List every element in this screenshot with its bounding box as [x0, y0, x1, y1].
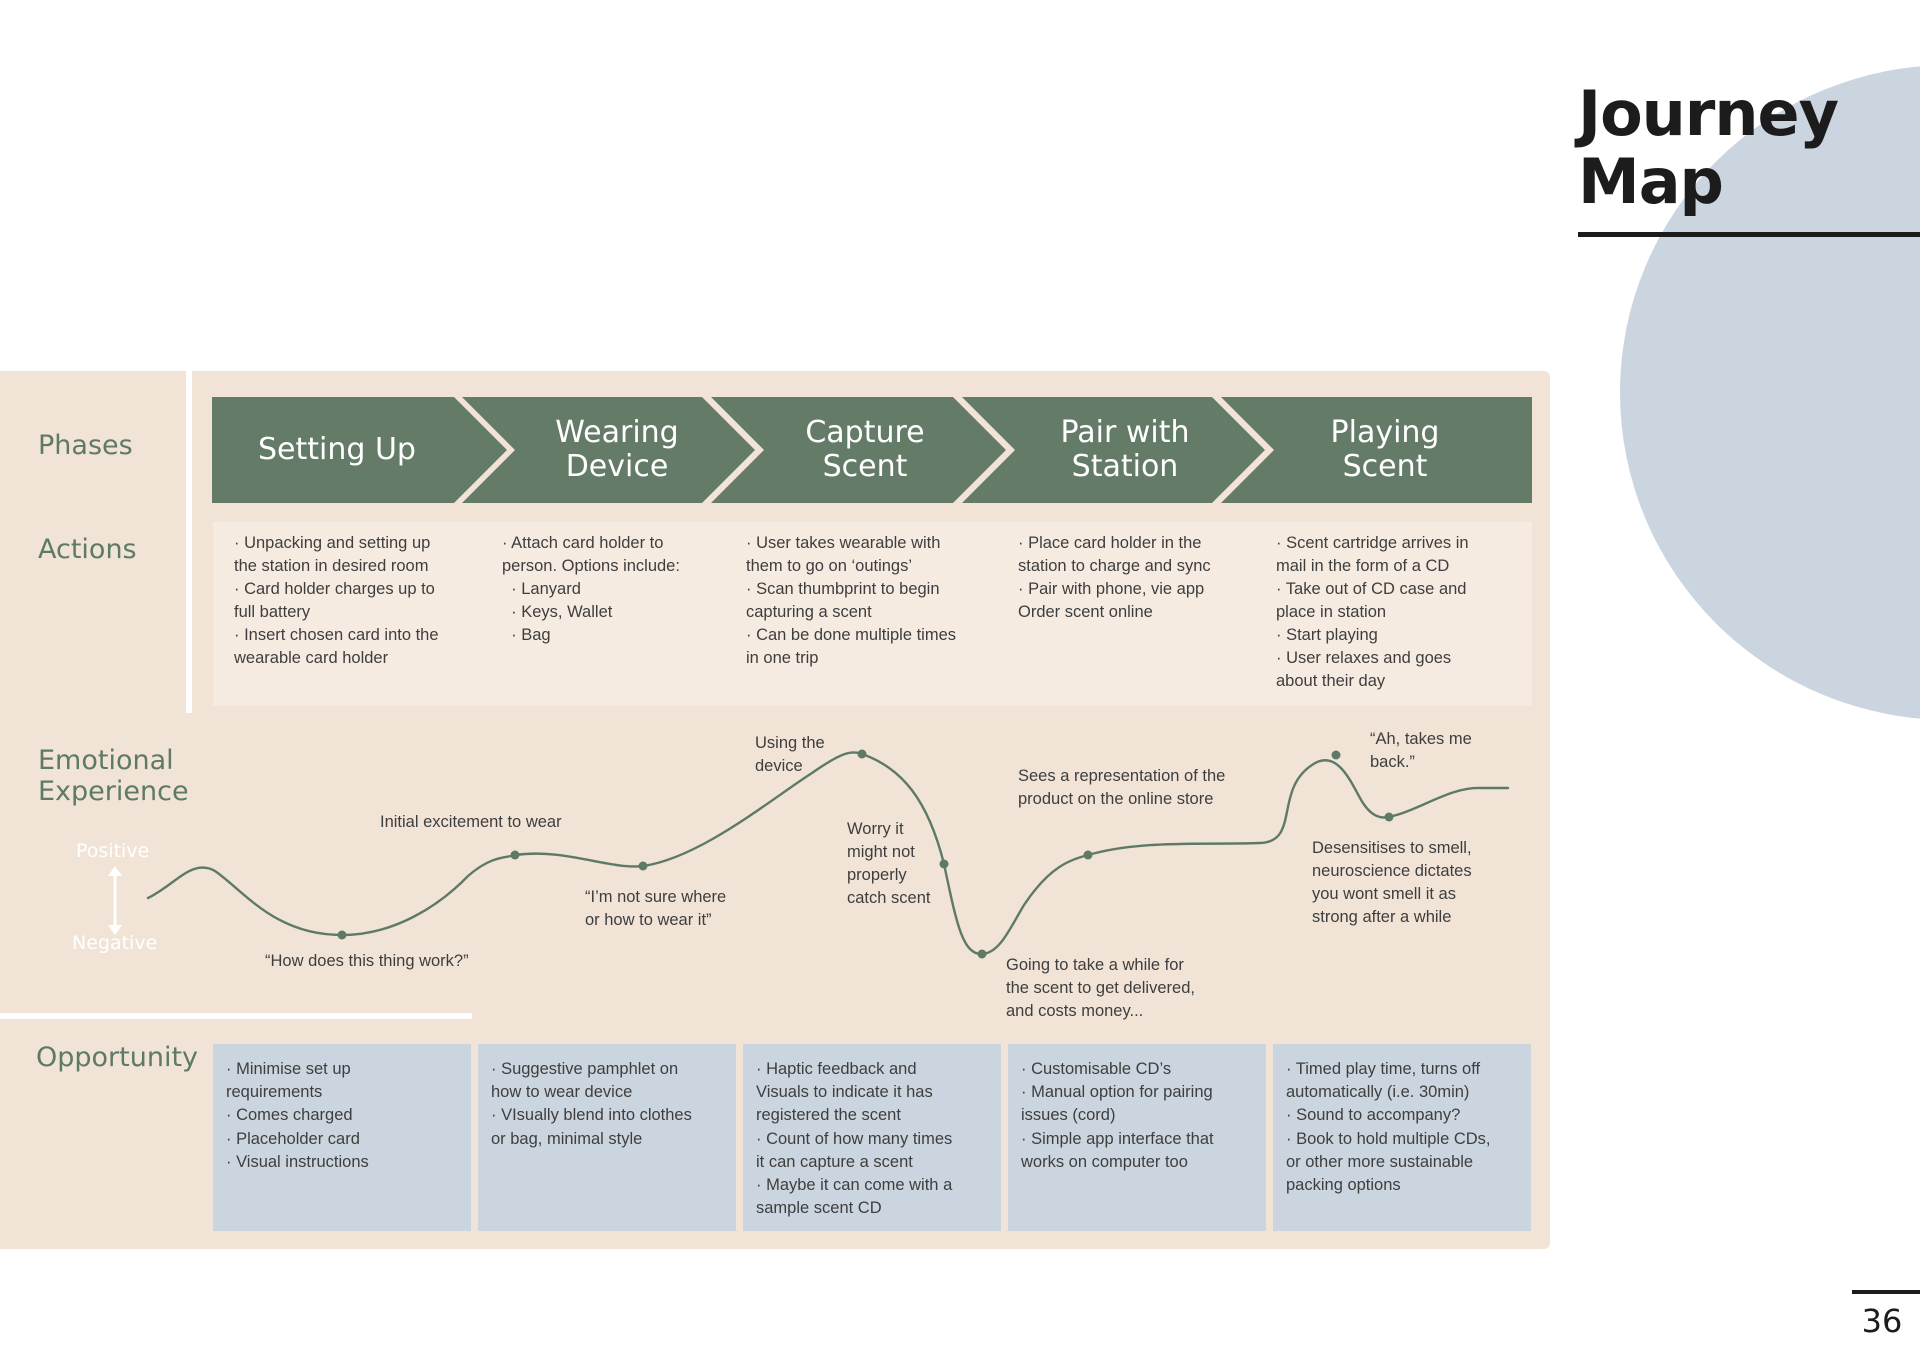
- emotion-note-desensitises: [1312, 837, 1472, 929]
- emotion-note-line: Sees a representation of the: [1018, 767, 1226, 785]
- opportunity-line: · Visual instructions: [226, 1152, 369, 1171]
- emotion-note-line: properly: [847, 866, 907, 884]
- emotion-note-not-sure-where: [585, 886, 726, 932]
- opportunity-line: · Simple app interface that: [1021, 1129, 1214, 1148]
- opportunity-line: works on computer too: [1021, 1152, 1188, 1171]
- emotion-note-line: the scent to get delivered,: [1006, 979, 1195, 997]
- action-line: · Can be done multiple times: [746, 626, 957, 644]
- opportunity-line: requirements: [226, 1083, 323, 1102]
- opportunity-box-pair-station: [1008, 1044, 1266, 1231]
- action-line: · Unpacking and setting up: [234, 534, 431, 552]
- emotion-note-using-device: [755, 732, 825, 778]
- action-line: in one trip: [746, 649, 819, 667]
- action-line: · Scent cartridge arrives in: [1276, 534, 1469, 552]
- emotion-note-line: strong after a while: [1312, 908, 1452, 926]
- emotion-point: [940, 860, 949, 869]
- opportunity-line: automatically (i.e. 30min): [1286, 1083, 1470, 1102]
- action-line: the station in desired room: [234, 557, 429, 575]
- emotion-note-line: might not: [847, 843, 915, 861]
- action-line: station to charge and sync: [1018, 557, 1211, 575]
- phase-label-line-2: Station: [1071, 449, 1179, 484]
- positive-label: Positive: [76, 840, 150, 862]
- action-line: them to go on ‘outings’: [746, 557, 913, 575]
- action-line: capturing a scent: [746, 603, 872, 621]
- opportunity-line: · VIsually blend into clothes: [491, 1106, 692, 1125]
- opportunity-box-playing-scent: [1273, 1044, 1531, 1231]
- phase-label: Setting Up: [258, 432, 416, 467]
- emotion-note-worry: [847, 818, 930, 910]
- emotion-point: [1332, 751, 1341, 760]
- opportunity-box-setting-up: [213, 1044, 471, 1231]
- phase-label-line-1: Playing: [1330, 415, 1440, 450]
- emotion-note-line: or how to wear it”: [585, 911, 712, 929]
- emotional-label-line-1: Emotional: [38, 745, 174, 776]
- action-line: · User takes wearable with: [746, 534, 941, 552]
- action-line: · Start playing: [1276, 626, 1378, 644]
- action-line: person. Options include:: [502, 557, 680, 575]
- emotion-note-line: Worry it: [847, 820, 904, 838]
- opportunity-label: Opportunity: [36, 1042, 199, 1073]
- emotion-note-online-store: [1018, 765, 1225, 811]
- opportunity-line: it can capture a scent: [756, 1152, 913, 1171]
- opportunity-line: · Count of how many times: [756, 1129, 953, 1148]
- page-number: 36: [1861, 1302, 1903, 1340]
- emotion-note-takes-me-back: [1370, 728, 1472, 774]
- emotion-note-line: Using the: [755, 734, 825, 752]
- emotion-note-line: catch scent: [847, 889, 931, 907]
- emotion-note-line: you wont smell it as: [1312, 885, 1456, 903]
- action-line: · Keys, Wallet: [502, 603, 613, 621]
- opportunity-line: · Placeholder card: [226, 1129, 360, 1148]
- opportunity-line: how to wear device: [491, 1083, 633, 1102]
- action-line: mail in the form of a CD: [1276, 557, 1450, 575]
- emotion-note-line: Desensitises to smell,: [1312, 839, 1472, 857]
- page-number-rule: [1852, 1290, 1920, 1294]
- emotion-note-line: neuroscience dictates: [1312, 862, 1472, 880]
- action-line: · Insert chosen card into the: [234, 626, 439, 644]
- opportunity-line: registered the scent: [756, 1106, 901, 1125]
- emotion-point: [858, 750, 867, 759]
- action-line: · Pair with phone, vie app: [1018, 580, 1205, 598]
- scale-arrow-up: [108, 866, 122, 876]
- action-line: place in station: [1276, 603, 1387, 621]
- emotion-note-line: back.”: [1370, 753, 1415, 771]
- phase-label-line-1: Wearing: [555, 415, 679, 450]
- emotion-note-line: and costs money...: [1006, 1002, 1144, 1020]
- emotion-point: [338, 931, 347, 940]
- emotion-note-initial-excitement: [380, 811, 562, 834]
- opportunity-line: · Suggestive pamphlet on: [491, 1060, 679, 1078]
- actions-label: Actions: [38, 534, 137, 565]
- title-line-1: Journey: [1578, 77, 1838, 150]
- emotion-point: [978, 950, 987, 959]
- phase-label-line-1: Capture: [805, 415, 925, 450]
- emotion-point: [511, 851, 520, 860]
- opportunity-box-capture-scent: [743, 1044, 1001, 1231]
- action-line: full battery: [234, 603, 311, 621]
- phase-label-line-2: Scent: [822, 449, 908, 484]
- opportunity-line: Visuals to indicate it has: [756, 1083, 933, 1102]
- action-line: · Scan thumbprint to begin: [746, 580, 940, 598]
- emotion-note-line: “Ah, takes me: [1370, 730, 1472, 748]
- emotion-curve: [148, 752, 1508, 954]
- action-line: · Card holder charges up to: [234, 580, 435, 598]
- title-line-2: Map: [1578, 145, 1723, 218]
- action-line: Order scent online: [1018, 603, 1153, 621]
- opportunity-line: · Minimise set up: [226, 1060, 351, 1078]
- emotion-point: [1084, 851, 1093, 860]
- emotion-note-how-does-it-work: [265, 950, 469, 973]
- opportunity-box-wearing-device: [478, 1044, 736, 1231]
- negative-label: Negative: [72, 932, 158, 954]
- opportunity-line: or other more sustainable: [1286, 1152, 1474, 1171]
- phases-label: Phases: [38, 430, 133, 461]
- phase-label-line-2: Scent: [1342, 449, 1428, 484]
- emotion-point: [1385, 813, 1394, 822]
- action-line: · Bag: [502, 626, 551, 644]
- phase-label-line-1: Pair with: [1060, 415, 1190, 450]
- emotion-note-delivery-wait: [1006, 954, 1195, 1023]
- action-line: about their day: [1276, 672, 1386, 690]
- action-line: · Take out of CD case and: [1276, 580, 1467, 598]
- opportunity-line: · Maybe it can come with a: [756, 1176, 953, 1195]
- emotion-note-line: “How does this thing work?”: [265, 952, 469, 970]
- opportunity-line: · Manual option for pairing: [1021, 1083, 1213, 1102]
- opportunity-line: or bag, minimal style: [491, 1129, 643, 1148]
- action-line: wearable card holder: [234, 649, 389, 667]
- phase-label-line-2: Device: [565, 449, 669, 484]
- action-line: · Attach card holder to: [502, 534, 664, 552]
- emotion-note-line: product on the online store: [1018, 790, 1214, 808]
- emotional-label-line-2: Experience: [38, 776, 189, 807]
- opportunity-line: · Haptic feedback and: [756, 1060, 917, 1078]
- emotion-point: [639, 862, 648, 871]
- opportunity-line: sample scent CD: [756, 1199, 882, 1218]
- opportunity-line: issues (cord): [1021, 1106, 1116, 1125]
- emotion-note-line: Going to take a while for: [1006, 956, 1184, 974]
- opportunity-line: · Book to hold multiple CDs,: [1286, 1129, 1491, 1148]
- emotion-note-line: device: [755, 757, 803, 775]
- opportunity-line: · Customisable CD’s: [1021, 1060, 1172, 1078]
- emotion-note-line: Initial excitement to wear: [380, 813, 562, 831]
- opportunity-line: · Timed play time, turns off: [1286, 1060, 1481, 1078]
- emotion-note-line: “I’m not sure where: [585, 888, 727, 906]
- opportunity-line: · Sound to accompany?: [1286, 1106, 1461, 1125]
- opportunity-line: packing options: [1286, 1176, 1401, 1195]
- opportunity-line: · Comes charged: [226, 1106, 353, 1125]
- action-line: · User relaxes and goes: [1276, 649, 1452, 667]
- action-line: · Lanyard: [502, 580, 581, 598]
- action-line: · Place card holder in the: [1018, 534, 1202, 552]
